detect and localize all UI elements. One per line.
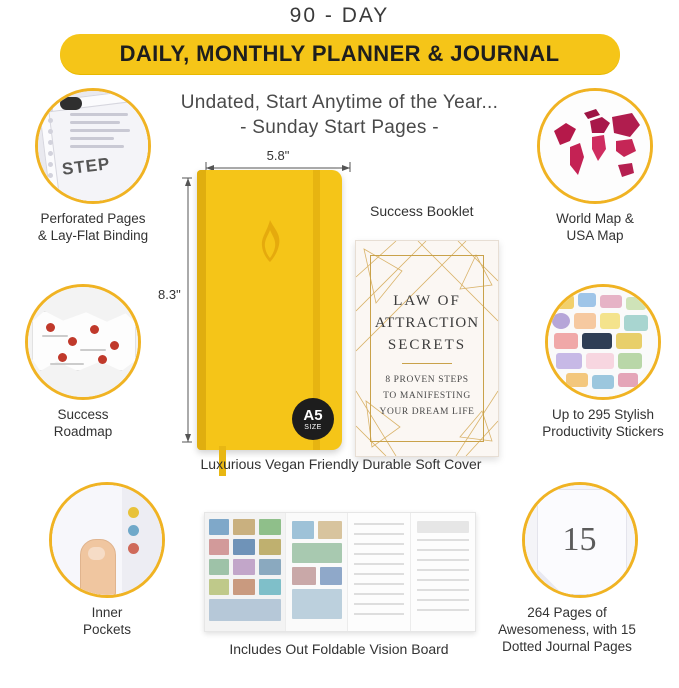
feature-success-roadmap xyxy=(8,284,158,441)
vision-board-notes-panel xyxy=(348,513,411,631)
text-line xyxy=(70,137,114,140)
caption-line-2: USA Map xyxy=(566,227,624,243)
booklet-title-line-3: SECRETS xyxy=(387,337,467,353)
collage-photo xyxy=(209,539,229,555)
text-line xyxy=(70,129,130,132)
header-title-band xyxy=(60,34,620,74)
perforated-pages-image xyxy=(35,88,151,204)
collage-photo xyxy=(233,539,255,555)
roadmap-marker xyxy=(46,323,55,332)
sticker xyxy=(578,293,596,307)
collage-photo xyxy=(259,539,281,555)
collage-photo xyxy=(292,543,342,563)
sticker xyxy=(618,353,642,369)
caption-line-3: Dotted Journal Pages xyxy=(502,638,632,654)
sticker xyxy=(600,313,620,329)
success-roadmap-caption xyxy=(8,407,158,441)
vision-board-caption xyxy=(204,640,474,659)
feature-inner-pockets xyxy=(32,482,182,639)
collage-photo xyxy=(233,519,255,535)
collage-photo xyxy=(209,519,229,535)
sticker xyxy=(600,295,622,308)
binding-clip-icon xyxy=(60,97,82,110)
sticker xyxy=(556,353,582,369)
collage-photo xyxy=(259,559,281,575)
roadmap-text-line xyxy=(80,349,106,351)
cover-caption xyxy=(196,455,486,474)
collage-photo xyxy=(233,579,255,595)
text-line xyxy=(70,113,128,116)
fingernail xyxy=(88,547,105,560)
vision-board-collage-panel xyxy=(205,513,286,631)
planner-page-right xyxy=(122,485,165,595)
success-roadmap-art xyxy=(28,287,138,397)
sticker xyxy=(624,315,648,331)
page-number: 15 xyxy=(562,521,597,558)
planner-spine xyxy=(197,170,206,450)
text-line xyxy=(70,121,120,124)
height-arrow-icon xyxy=(158,175,192,445)
caption-line-1: Perforated Pages xyxy=(40,211,146,226)
roadmap-marker xyxy=(68,337,77,346)
sticker xyxy=(618,373,638,387)
collage-photo xyxy=(209,579,229,595)
perforated-pages-art xyxy=(38,91,148,201)
inner-pockets-caption xyxy=(32,605,182,639)
panel-header xyxy=(417,521,469,533)
caption-line-1: Inner xyxy=(91,605,123,620)
sticker xyxy=(566,373,588,387)
booklet-title-line-1: LAW OF xyxy=(393,293,461,309)
stickers-caption xyxy=(528,407,678,441)
caption-line-2: Productivity Stickers xyxy=(542,423,664,439)
roadmap-marker xyxy=(110,341,119,350)
flame-logo-icon xyxy=(255,218,285,264)
vision-board-photo-panel xyxy=(286,513,349,631)
collage-photo xyxy=(292,567,316,585)
collage-photo xyxy=(292,589,342,619)
feature-world-map xyxy=(520,88,670,245)
success-roadmap-image xyxy=(25,284,141,400)
world-map-image xyxy=(537,88,653,204)
cover-caption-line-1: Luxurious Vegan Friendly xyxy=(200,456,359,472)
collage-photo xyxy=(209,599,281,621)
stickers-image xyxy=(545,284,661,400)
collage-photo xyxy=(259,519,281,535)
caption-line-2: Vision Board xyxy=(369,641,449,657)
roadmap-text-line xyxy=(42,335,68,337)
caption-line-1: 264 Pages of xyxy=(527,605,607,620)
booklet-sub-line-3: YOUR DREAM LIFE xyxy=(379,407,475,417)
size-badge xyxy=(292,398,334,440)
caption-line-1: World Map & xyxy=(556,211,634,226)
sticker xyxy=(586,353,614,369)
size-badge-sub: SIZE xyxy=(304,423,322,431)
header-band-title: DAILY, MONTHLY PLANNER & JOURNAL xyxy=(119,41,560,66)
planner-product-cover xyxy=(197,170,342,450)
caption-line-2: Roadmap xyxy=(53,423,113,439)
booklet-title-line-2: ATTRACTION xyxy=(374,315,480,331)
world-map-art xyxy=(540,91,650,201)
collage-photo xyxy=(292,521,314,539)
text-line xyxy=(70,145,124,148)
booklet-sub-line-1: 8 PROVEN STEPS xyxy=(385,375,469,385)
success-booklet-label: Success Booklet xyxy=(370,203,474,219)
caption-line-1: Success xyxy=(57,407,109,422)
inner-pockets-art xyxy=(52,485,162,595)
header-top-title: 90 - DAY xyxy=(289,4,390,27)
caption-line-1: Up to 295 Stylish xyxy=(551,407,655,422)
caption-line-1: Includes Out Foldable xyxy=(229,641,366,657)
pocket-tab xyxy=(128,543,139,554)
roadmap-text-line xyxy=(50,363,84,365)
caption-line-2: & Lay-Flat Binding xyxy=(37,227,149,243)
roadmap-marker xyxy=(98,355,107,364)
sticker xyxy=(554,295,574,309)
dotted-pages-image xyxy=(522,482,638,598)
perforated-pages-caption xyxy=(18,211,168,245)
collage-photo xyxy=(233,559,255,575)
sticker xyxy=(616,333,642,349)
height-label: 8.3" xyxy=(158,287,181,302)
stickers-art xyxy=(548,287,658,397)
booklet-sub-line-2: TO MANIFESTING xyxy=(383,391,471,401)
sticker xyxy=(574,313,596,329)
width-label: 5.8" xyxy=(266,148,290,163)
caption-line-2: Awesomeness, with 15 xyxy=(498,621,636,637)
cover-caption-line-2: Durable Soft Cover xyxy=(362,456,482,472)
feature-perforated-pages xyxy=(18,88,168,245)
step-label: STEP xyxy=(60,154,112,179)
pocket-tab xyxy=(128,507,139,518)
sticker xyxy=(592,375,614,389)
height-dimension xyxy=(158,175,192,445)
feature-stickers xyxy=(528,284,678,441)
roadmap-marker xyxy=(90,325,99,334)
world-map-icon xyxy=(540,91,650,201)
pocket-tab xyxy=(128,525,139,536)
collage-photo xyxy=(320,567,342,585)
roadmap-marker xyxy=(58,353,67,362)
width-dimension xyxy=(203,148,353,172)
sticker xyxy=(582,333,612,349)
vision-board-planner-panel xyxy=(411,513,475,631)
header xyxy=(0,0,679,74)
sticker xyxy=(552,313,570,329)
subtitle-line-2: - Sunday Start Pages - xyxy=(240,117,439,138)
inner-pockets-image xyxy=(49,482,165,598)
sticker xyxy=(626,297,646,310)
roadmap-paper xyxy=(32,311,136,371)
size-badge-value: A5 xyxy=(303,406,323,424)
perforation-holes xyxy=(48,101,58,193)
success-booklet-cover xyxy=(355,240,499,457)
collage-photo xyxy=(209,559,229,575)
collage-photo xyxy=(259,579,281,595)
caption-line-2: Pockets xyxy=(82,621,132,637)
booklet-divider xyxy=(402,363,452,364)
subtitle-line-1: Undated, Start Anytime of the Year... xyxy=(180,92,499,113)
vision-board-spread xyxy=(204,512,476,632)
world-map-caption xyxy=(520,211,670,245)
dotted-pages-caption xyxy=(487,605,647,656)
feature-dotted-pages xyxy=(498,482,647,656)
dotted-pages-art xyxy=(525,485,635,595)
collage-photo xyxy=(318,521,342,539)
sticker xyxy=(554,333,578,349)
